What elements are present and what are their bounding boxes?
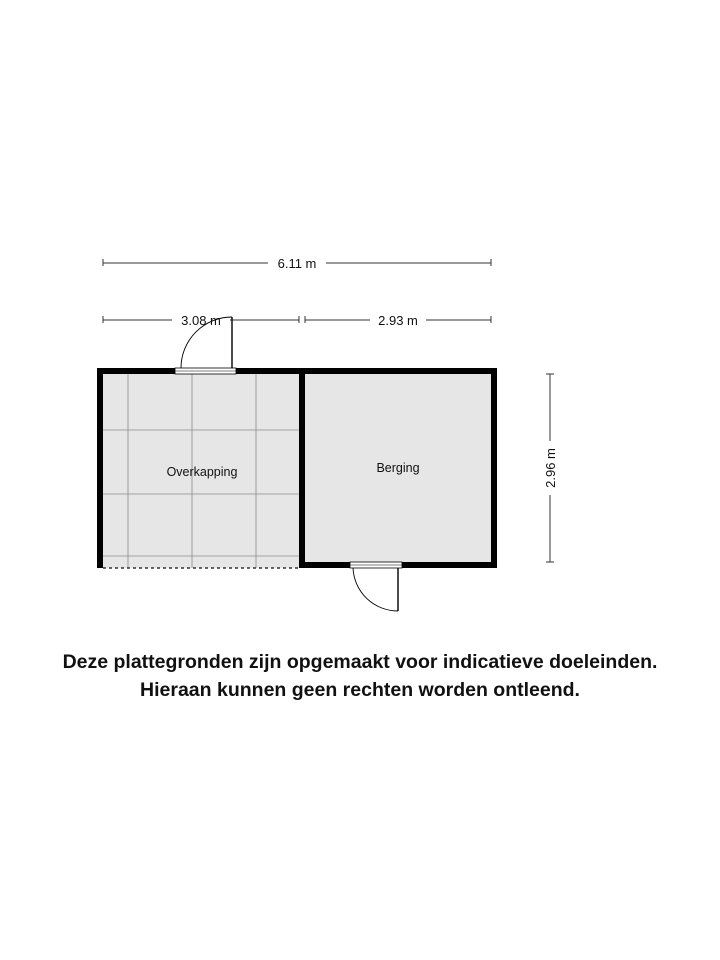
dimension-label-overkapping-width: 3.08 m [181,313,221,328]
dimension-depth [543,374,558,562]
dimension-berging-width [305,313,491,328]
dimension-label-total-width: 6.11 m [277,256,317,271]
disclaimer-line-1: Deze plattegronden zijn opgemaakt voor indicatieve doeleinden. [62,651,658,673]
dimension-overkapping-width [103,313,299,328]
room-label-berging: Berging [376,461,420,475]
dimension-label-depth: 2.96 m [543,448,558,488]
dimension-total-width [103,256,491,271]
disclaimer [0,648,720,704]
berging-door [350,562,402,611]
disclaimer-line-2: Hieraan kunnen geen rechten worden ontleend. [140,679,580,701]
room-label-overkapping: Overkapping [166,465,238,479]
dimension-label-berging-width: 2.93 m [378,313,418,328]
